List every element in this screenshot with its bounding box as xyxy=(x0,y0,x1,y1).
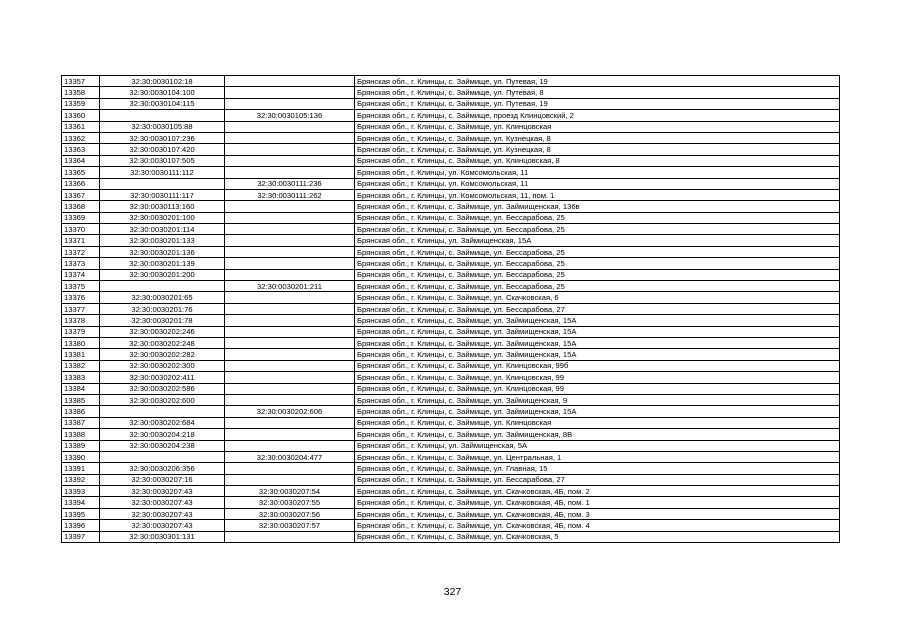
related-cadastral-number-cell xyxy=(225,76,355,87)
address-cell: Брянская обл., г. Клинцы, с. Займище, ул. Клинцовская xyxy=(355,417,840,428)
address-cell: Брянская обл., г. Клинцы, с. Займище, ул. Бессарабова, 25 xyxy=(355,246,840,257)
related-cadastral-number-cell: 32:30:0030207:54 xyxy=(225,486,355,497)
address-cell: Брянская обл., г. Клинцы, с. Займище, ул. Займищенская, 15А xyxy=(355,406,840,417)
table-row xyxy=(62,281,840,292)
address-cell: Брянская обл., г. Клинцы, с. Займище, ул. Займищенская, 9 xyxy=(355,394,840,405)
cadastral-number-cell xyxy=(100,451,225,462)
row-number-cell: 13393 xyxy=(62,486,100,497)
address-cell: Брянская обл., г. Клинцы, с. Займище, ул. Займищенская, 8В xyxy=(355,429,840,440)
related-cadastral-number-cell: 32:30:0030111:262 xyxy=(225,189,355,200)
row-number-cell: 13389 xyxy=(62,440,100,451)
cadastral-number-cell: 32:30:0030202:411 xyxy=(100,372,225,383)
address-cell: Брянская обл., г. Клинцы, с. Займище, ул. Кузнецкая, 8 xyxy=(355,132,840,143)
row-number-cell: 13364 xyxy=(62,155,100,166)
row-number-cell: 13373 xyxy=(62,258,100,269)
address-cell: Брянская обл., г. Клинцы, ул. Займищенская, 5А xyxy=(355,440,840,451)
address-cell: Брянская обл., г. Клинцы, с. Займище, ул. Центральная, 1 xyxy=(355,451,840,462)
table-row xyxy=(62,372,840,383)
row-number-cell: 13375 xyxy=(62,281,100,292)
row-number-cell: 13368 xyxy=(62,201,100,212)
cadastral-number-cell: 32:30:0030206:356 xyxy=(100,463,225,474)
address-cell: Брянская обл., г. Клинцы, с. Займище, ул. Займищенская, 15А xyxy=(355,326,840,337)
cadastral-number-cell: 32:30:0030107:420 xyxy=(100,144,225,155)
related-cadastral-number-cell xyxy=(225,531,355,542)
row-number-cell: 13382 xyxy=(62,360,100,371)
cadastral-number-cell: 32:30:0030201:76 xyxy=(100,303,225,314)
table-row xyxy=(62,337,840,348)
row-number-cell: 13357 xyxy=(62,76,100,87)
cadastral-number-cell xyxy=(100,406,225,417)
cadastral-number-cell: 32:30:0030207:43 xyxy=(100,486,225,497)
table-row xyxy=(62,360,840,371)
cadastral-number-cell: 32:30:0030111:112 xyxy=(100,167,225,178)
address-cell: Брянская обл., г. Клинцы, с. Займище, ул. Скачковская, 4Б, пом. 1 xyxy=(355,497,840,508)
address-cell: Брянская обл., г. Клинцы, с. Займище, ул. Бессарабова, 27 xyxy=(355,474,840,485)
row-number-cell: 13363 xyxy=(62,144,100,155)
related-cadastral-number-cell: 32:30:0030207:56 xyxy=(225,508,355,519)
related-cadastral-number-cell: 32:30:0030105:136 xyxy=(225,110,355,121)
address-cell: Брянская обл., г. Клинцы, с. Займище, ул. Скачковская, 5 xyxy=(355,531,840,542)
address-cell: Брянская обл., г. Клинцы, с. Займище, ул. Скачковская, 6 xyxy=(355,292,840,303)
related-cadastral-number-cell xyxy=(225,372,355,383)
row-number-cell: 13369 xyxy=(62,212,100,223)
related-cadastral-number-cell xyxy=(225,394,355,405)
address-cell: Брянская обл., г. Клинцы, с. Займище, ул. Скачковская, 4Б, пом. 4 xyxy=(355,520,840,531)
cadastral-number-cell: 32:30:0030107:236 xyxy=(100,132,225,143)
address-cell: Брянская обл., г. Клинцы, с. Займище, ул. Клинцовская, 99 xyxy=(355,383,840,394)
address-cell: Брянская обл., г. Клинцы, с. Займище, ул. Клинцовская, 8 xyxy=(355,155,840,166)
related-cadastral-number-cell xyxy=(225,246,355,257)
address-cell: Брянская обл., г. Клинцы, с. Займище, ул. Кузнецкая, 8 xyxy=(355,144,840,155)
table-row xyxy=(62,383,840,394)
related-cadastral-number-cell xyxy=(225,269,355,280)
cadastral-number-cell: 32:30:0030102:18 xyxy=(100,76,225,87)
cadastral-number-cell: 32:30:0030104:115 xyxy=(100,98,225,109)
table-row xyxy=(62,212,840,223)
table-row xyxy=(62,189,840,200)
row-number-cell: 13396 xyxy=(62,520,100,531)
related-cadastral-number-cell: 32:30:0030204:477 xyxy=(225,451,355,462)
row-number-cell: 13370 xyxy=(62,224,100,235)
table-row xyxy=(62,508,840,519)
row-number-cell: 13359 xyxy=(62,98,100,109)
row-number-cell: 13386 xyxy=(62,406,100,417)
related-cadastral-number-cell: 32:30:0030202:606 xyxy=(225,406,355,417)
address-cell: Брянская обл., г. Клинцы, с. Займище, ул. Клинцовская, 99 xyxy=(355,372,840,383)
address-cell: Брянская обл., г. Клинцы, с. Займище, ул. Путевая, 19 xyxy=(355,98,840,109)
address-cell: Брянская обл., г. Клинцы, ул. Комсомольская, 11 xyxy=(355,167,840,178)
address-cell: Брянская обл., г. Клинцы, с. Займище, ул. Бессарабова, 25 xyxy=(355,281,840,292)
related-cadastral-number-cell xyxy=(225,383,355,394)
table-row xyxy=(62,349,840,360)
related-cadastral-number-cell xyxy=(225,144,355,155)
cadastral-number-cell xyxy=(100,281,225,292)
address-cell: Брянская обл., г. Клинцы, с. Займище, ул. Бессарабова, 25 xyxy=(355,212,840,223)
row-number-cell: 13367 xyxy=(62,189,100,200)
related-cadastral-number-cell: 32:30:0030207:57 xyxy=(225,520,355,531)
cadastral-number-cell: 32:30:0030207:16 xyxy=(100,474,225,485)
address-cell: Брянская обл., г. Клинцы, с. Займище, ул. Скачковская, 4Б, пом. 3 xyxy=(355,508,840,519)
table-row xyxy=(62,224,840,235)
table-row xyxy=(62,406,840,417)
address-cell: Брянская обл., г. Клинцы, с. Займище, ул. Путевая, 19 xyxy=(355,76,840,87)
cadastral-number-cell: 32:30:0030301:131 xyxy=(100,531,225,542)
table-row xyxy=(62,429,840,440)
table-row xyxy=(62,326,840,337)
cadastral-number-cell: 32:30:0030207:43 xyxy=(100,520,225,531)
related-cadastral-number-cell xyxy=(225,87,355,98)
table-row xyxy=(62,258,840,269)
table-row xyxy=(62,315,840,326)
related-cadastral-number-cell xyxy=(225,167,355,178)
table-row xyxy=(62,246,840,257)
related-cadastral-number-cell xyxy=(225,349,355,360)
related-cadastral-number-cell xyxy=(225,132,355,143)
table-row xyxy=(62,121,840,132)
related-cadastral-number-cell xyxy=(225,337,355,348)
related-cadastral-number-cell xyxy=(225,98,355,109)
table-row xyxy=(62,440,840,451)
address-cell: Брянская обл., г. Клинцы, с. Займище, ул. Бессарабова, 27 xyxy=(355,303,840,314)
row-number-cell: 13383 xyxy=(62,372,100,383)
row-number-cell: 13376 xyxy=(62,292,100,303)
table-row xyxy=(62,144,840,155)
cadastral-number-cell: 32:30:0030201:139 xyxy=(100,258,225,269)
address-cell: Брянская обл., г. Клинцы, с. Займище, ул. Клинцовская, 99б xyxy=(355,360,840,371)
address-cell: Брянская обл., г. Клинцы, с. Займище, ул. Бессарабова, 25 xyxy=(355,258,840,269)
related-cadastral-number-cell xyxy=(225,292,355,303)
related-cadastral-number-cell xyxy=(225,429,355,440)
related-cadastral-number-cell xyxy=(225,212,355,223)
related-cadastral-number-cell xyxy=(225,315,355,326)
address-cell: Брянская обл., г. Клинцы, с. Займище, ул. Клинцовская xyxy=(355,121,840,132)
related-cadastral-number-cell xyxy=(225,303,355,314)
address-cell: Брянская обл., г. Клинцы, с. Займище, ул. Бессарабова, 25 xyxy=(355,224,840,235)
cadastral-number-cell: 32:30:0030107:505 xyxy=(100,155,225,166)
related-cadastral-number-cell xyxy=(225,360,355,371)
table-row xyxy=(62,451,840,462)
table-body xyxy=(62,76,840,543)
related-cadastral-number-cell xyxy=(225,417,355,428)
table-row xyxy=(62,303,840,314)
cadastral-number-cell xyxy=(100,110,225,121)
row-number-cell: 13391 xyxy=(62,463,100,474)
related-cadastral-number-cell xyxy=(225,474,355,485)
related-cadastral-number-cell xyxy=(225,440,355,451)
address-cell: Брянская обл., г. Клинцы, с. Займище, ул. Займищенская, 15А xyxy=(355,337,840,348)
related-cadastral-number-cell xyxy=(225,326,355,337)
table-row xyxy=(62,292,840,303)
related-cadastral-number-cell xyxy=(225,155,355,166)
address-cell: Брянская обл., г. Клинцы, с. Займище, ул. Займищенская, 15А xyxy=(355,349,840,360)
cadastral-number-cell: 32:30:0030202:282 xyxy=(100,349,225,360)
cadastral-number-cell: 32:30:0030202:246 xyxy=(100,326,225,337)
related-cadastral-number-cell xyxy=(225,258,355,269)
row-number-cell: 13366 xyxy=(62,178,100,189)
cadastral-number-cell: 32:30:0030204:238 xyxy=(100,440,225,451)
cadastral-number-cell: 32:30:0030201:78 xyxy=(100,315,225,326)
table-row xyxy=(62,474,840,485)
row-number-cell: 13387 xyxy=(62,417,100,428)
cadastral-number-cell: 32:30:0030204:218 xyxy=(100,429,225,440)
row-number-cell: 13385 xyxy=(62,394,100,405)
row-number-cell: 13392 xyxy=(62,474,100,485)
row-number-cell: 13361 xyxy=(62,121,100,132)
cadastral-number-cell: 32:30:0030201:133 xyxy=(100,235,225,246)
table-row xyxy=(62,497,840,508)
table-row xyxy=(62,178,840,189)
related-cadastral-number-cell xyxy=(225,201,355,212)
cadastral-number-cell: 32:30:0030201:200 xyxy=(100,269,225,280)
row-number-cell: 13390 xyxy=(62,451,100,462)
table-row xyxy=(62,486,840,497)
row-number-cell: 13358 xyxy=(62,87,100,98)
related-cadastral-number-cell: 32:30:0030111:236 xyxy=(225,178,355,189)
row-number-cell: 13394 xyxy=(62,497,100,508)
related-cadastral-number-cell: 32:30:0030207:55 xyxy=(225,497,355,508)
row-number-cell: 13365 xyxy=(62,167,100,178)
row-number-cell: 13397 xyxy=(62,531,100,542)
row-number-cell: 13388 xyxy=(62,429,100,440)
table-row xyxy=(62,417,840,428)
cadastral-number-cell: 32:30:0030201:114 xyxy=(100,224,225,235)
row-number-cell: 13360 xyxy=(62,110,100,121)
cadastral-number-cell: 32:30:0030201:136 xyxy=(100,246,225,257)
cadastral-number-cell: 32:30:0030202:600 xyxy=(100,394,225,405)
table-row xyxy=(62,132,840,143)
address-cell: Брянская обл., г. Клинцы, с. Займище, ул. Путевая, 8 xyxy=(355,87,840,98)
cadastral-number-cell: 32:30:0030104:100 xyxy=(100,87,225,98)
cadastral-number-cell: 32:30:0030201:65 xyxy=(100,292,225,303)
related-cadastral-number-cell xyxy=(225,224,355,235)
row-number-cell: 13395 xyxy=(62,508,100,519)
table-row xyxy=(62,87,840,98)
address-cell: Брянская обл., г. Клинцы, с. Займище, ул. Скачковская, 4Б, пом. 2 xyxy=(355,486,840,497)
table-row xyxy=(62,520,840,531)
table-row xyxy=(62,201,840,212)
row-number-cell: 13381 xyxy=(62,349,100,360)
row-number-cell: 13372 xyxy=(62,246,100,257)
cadastral-number-cell xyxy=(100,178,225,189)
cadastral-number-cell: 32:30:0030202:248 xyxy=(100,337,225,348)
related-cadastral-number-cell xyxy=(225,121,355,132)
row-number-cell: 13362 xyxy=(62,132,100,143)
address-cell: Брянская обл., г. Клинцы, ул. Комсомольская, 11 xyxy=(355,178,840,189)
cadastral-number-cell: 32:30:0030202:684 xyxy=(100,417,225,428)
cadastral-number-cell: 32:30:0030207:43 xyxy=(100,497,225,508)
cadastral-number-cell: 32:30:0030202:586 xyxy=(100,383,225,394)
address-cell: Брянская обл., г. Клинцы, с. Займище, ул. Займищенская, 136в xyxy=(355,201,840,212)
table-row xyxy=(62,76,840,87)
cadastral-number-cell: 32:30:0030201:100 xyxy=(100,212,225,223)
cadastral-number-cell: 32:30:0030111:117 xyxy=(100,189,225,200)
row-number-cell: 13378 xyxy=(62,315,100,326)
row-number-cell: 13374 xyxy=(62,269,100,280)
address-cell: Брянская обл., г. Клинцы, с. Займище, ул. Займищенская, 15А xyxy=(355,315,840,326)
table-row xyxy=(62,531,840,542)
related-cadastral-number-cell: 32:30:0030201:211 xyxy=(225,281,355,292)
row-number-cell: 13379 xyxy=(62,326,100,337)
row-number-cell: 13384 xyxy=(62,383,100,394)
row-number-cell: 13377 xyxy=(62,303,100,314)
cadastral-number-cell: 32:30:0030207:43 xyxy=(100,508,225,519)
address-cell: Брянская обл., г. Клинцы, с. Займище, проезд Клинцовский, 2 xyxy=(355,110,840,121)
cadastral-number-cell: 32:30:0030113:160 xyxy=(100,201,225,212)
related-cadastral-number-cell xyxy=(225,463,355,474)
address-cell: Брянская обл., г. Клинцы, ул. Комсомольская, 11, пом. 1 xyxy=(355,189,840,200)
table-row xyxy=(62,167,840,178)
page-number: 327 xyxy=(443,586,462,598)
address-cell: Брянская обл., г. Клинцы, ул. Займищенская, 15А xyxy=(355,235,840,246)
table-row xyxy=(62,463,840,474)
related-cadastral-number-cell xyxy=(225,235,355,246)
address-cell: Брянская обл., г. Клинцы, с. Займище, ул. Бессарабова, 25 xyxy=(355,269,840,280)
table-row xyxy=(62,394,840,405)
table-row xyxy=(62,98,840,109)
table-row xyxy=(62,110,840,121)
address-cell: Брянская обл., г. Клинцы, с. Займище, ул. Главная, 15 xyxy=(355,463,840,474)
data-table xyxy=(61,75,840,543)
table-row xyxy=(62,155,840,166)
table-row xyxy=(62,235,840,246)
cadastral-number-cell: 32:30:0030202:300 xyxy=(100,360,225,371)
row-number-cell: 13371 xyxy=(62,235,100,246)
cadastral-number-cell: 32:30:0030105:88 xyxy=(100,121,225,132)
row-number-cell: 13380 xyxy=(62,337,100,348)
table-row xyxy=(62,269,840,280)
